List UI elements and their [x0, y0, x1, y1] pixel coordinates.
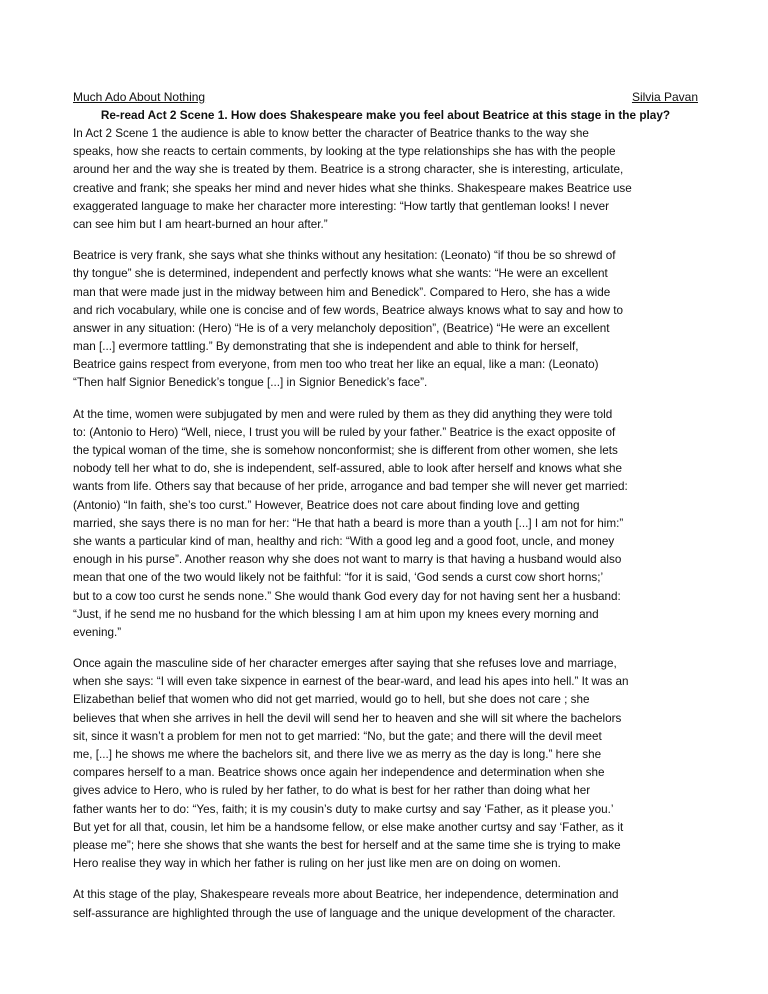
paragraph-line: evening.” — [73, 625, 122, 639]
paragraph — [73, 655, 698, 873]
paragraph-line: married, she says there is no man for her: “He that hath a beard is more than a youth [...] I am not for him:” — [73, 516, 624, 530]
paragraph-line: compares herself to a man. Beatrice shows once again her independence and determination when she — [73, 766, 605, 780]
paragraph-line: please me”; here she shows that she wants the best for herself and at the same time she is trying to make — [73, 838, 621, 852]
paragraph-line: to: (Antonio to Hero) “Well, niece, I trust you will be ruled by your father.” Beatrice is the exact opposite of — [73, 425, 616, 439]
paragraph-line: Hero realise they way in which her father is ruling on her just like men are on doing on women. — [73, 857, 561, 871]
document-header — [73, 88, 698, 106]
paragraph-line: thy tongue” she is determined, independent and perfectly knows what she wants: “He were an excellent — [73, 267, 608, 281]
paragraph-line: believes that when she arrives in hell the devil will send her to heaven and she will sit where the bachelors — [73, 711, 622, 725]
paragraph-line: wants from life. Others say that because of her pride, arrogance and bad temper she will never get married: — [73, 480, 628, 494]
author-name: Silvia Pavan — [631, 90, 698, 104]
paragraph-line: mean that one of the two would likely not be faithful: “for it is said, ‘God sends a curst cow short horns;’ — [73, 571, 604, 585]
paragraph-line: and rich vocabulary, while one is concise and of few words, Beatrice always knows what to say and how to — [73, 303, 624, 317]
paragraph-line: father wants her to do: “Yes, faith; it is my cousin’s duty to make curtsy and say ‘Father, as it please you.’ — [73, 802, 614, 816]
paragraph-line: gives advice to Hero, who is ruled by her father, to do what is best for her rather than doing what her — [73, 784, 591, 798]
paragraph-line: man that were made just in the midway between him and Benedick”. Compared to Hero, she has a wide — [73, 285, 611, 299]
paragraph-line: Once again the masculine side of her character emerges after saying that she refuses love and marriage, — [73, 657, 617, 671]
paragraph-line: answer in any situation: (Hero) “He is of a very melancholy deposition”, (Beatrice) “He were an excellent — [73, 321, 610, 335]
paragraph-line: At this stage of the play, Shakespeare reveals more about Beatrice, her independence, determination and — [73, 888, 619, 902]
paragraph-line: the typical woman of the time, she is somehow nonconformist; she is different from other women, she lets — [73, 444, 618, 457]
document-page — [73, 88, 698, 936]
paragraph-line: me, [...] he shows me where the bachelors sit, and there live we as merry as the day is long.” here she — [73, 748, 602, 761]
paragraph-line: But yet for all that, cousin, let him be a handsome fellow, or else make another curtsy and say ‘Father, as it — [73, 820, 624, 834]
paragraph-line: “Just, if he send me no husband for the which blessing I am at him upon my knees every morning and — [73, 607, 599, 621]
paragraph — [73, 406, 698, 642]
work-title: Much Ado About Nothing — [73, 90, 206, 104]
paragraph-line: she wants a particular kind of man, healthy and rich: “With a good leg and a good foot, uncle, and money — [73, 534, 615, 548]
paragraph-line: “Then half Signior Benedick’s tongue [...] in Signior Benedick’s face”. — [73, 376, 428, 390]
paragraph — [73, 886, 698, 922]
paragraph-line: can see him but I am heart-burned an hour after.” — [73, 217, 328, 231]
paragraph-line: but to a cow too curst he sends none.” She would thank God every day for not having sent her a husband: — [73, 589, 621, 603]
paragraph-line: man [...] evermore tattling.” By demonstrating that she is independent and able to think for herself, — [73, 340, 579, 354]
paragraph-line: In Act 2 Scene 1 the audience is able to know better the character of Beatrice thanks to the way she — [73, 127, 589, 140]
paragraph-line: Elizabethan belief that women who did not get married, would go to hell, but she does not care ; she — [73, 693, 590, 707]
paragraph-line: enough in his purse”. Another reason why she does not want to marry is that having a husband would also — [73, 553, 622, 567]
paragraph-line: nobody tell her what to do, she is independent, self-assured, able to look after herself and knows what she — [73, 462, 622, 476]
paragraph-line: around her and the way she is treated by them. Beatrice is a strong character, she is interesting, articulate, — [73, 163, 624, 177]
essay-body — [73, 125, 698, 923]
paragraph — [73, 247, 698, 393]
paragraph-line: sit, since it wasn’t a problem for men not to get married: “No, but the gate; and there will the devil meet — [73, 729, 602, 743]
paragraph-line: when she says: “I will even take sixpence in earnest of the bear-ward, and lead his apes into hell.” It was an — [73, 675, 629, 689]
paragraph-line: Beatrice gains respect from everyone, from men too who treat her like an equal, like a man: (Leonato) — [73, 358, 599, 372]
paragraph-line: At the time, women were subjugated by men and were ruled by them as they did anything they were told — [73, 407, 613, 421]
paragraph-line: self-assurance are highlighted through the use of language and the unique development of the character. — [73, 906, 616, 920]
paragraph-line: speaks, how she reacts to certain comments, by looking at the type relationships she has with the people — [73, 145, 616, 159]
paragraph — [73, 125, 698, 234]
paragraph-line: Beatrice is very frank, she says what she thinks without any hesitation: (Leonato) “if thou be so shrewd of — [73, 249, 616, 263]
essay-question: Re-read Act 2 Scene 1. How does Shakespeare make you feel about Beatrice at this stage in the play? — [100, 108, 671, 122]
paragraph-line: exaggerated language to make her character more interesting: “How tartly that gentleman looks! I never — [73, 199, 609, 213]
paragraph-line: creative and frank; she speaks her mind and never hides what she thinks. Shakespeare makes Beatrice use — [73, 181, 632, 195]
paragraph-line: (Antonio) “In faith, she’s too curst.” However, Beatrice does not care about finding love and getting — [73, 498, 580, 512]
